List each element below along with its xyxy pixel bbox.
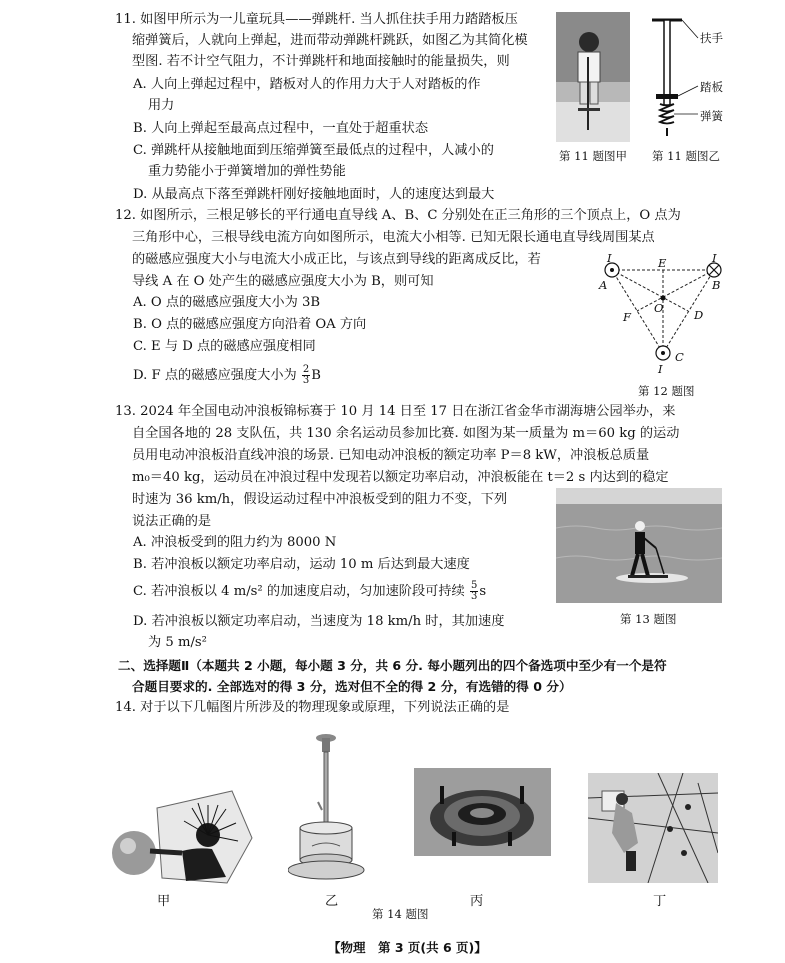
q14-fig-bing-gas-stove [414, 768, 551, 856]
q13-option-c [133, 581, 486, 602]
q12-option-d-fraction [302, 365, 310, 386]
q14-fig-ding-lineman-photo [588, 773, 718, 883]
q12-option-b: B. O 点的磁感应强度方向沿着 OA 方向 [133, 317, 367, 332]
q12-label-A: A [599, 278, 608, 292]
q12-option-c: C. E 与 D 点的磁感应强度相同 [133, 339, 316, 354]
q13-option-d-cont: 为 5 m/s² [148, 635, 207, 650]
q12-label-B: B [712, 278, 721, 292]
q12-label-I-a: I [607, 251, 612, 265]
q14-fig-jia-static-electricity [112, 783, 257, 886]
q12-label-O: O [654, 301, 664, 315]
q11-stem-line: 11. 如图甲所示为一儿童玩具——弹跳杆. 当人抓住扶手用力踏踏板压 [115, 12, 518, 27]
q13-caption: 第 13 题图 [620, 612, 677, 626]
fraction-numerator: 5 [470, 580, 478, 591]
q11-label-handle: 扶手 [700, 31, 723, 45]
q11-photo-child-pogo [556, 12, 630, 142]
q13-stem-line: 自全国各地的 28 支队伍，共 130 余名运动员参加比赛. 如图为某一质量为 m＝60 kg 的运动 [132, 426, 680, 441]
q14-fig-yi-apparatus [288, 728, 370, 888]
q11-fig-b-caption: 第 11 题图乙 [652, 149, 720, 163]
q12-option-d [133, 365, 321, 386]
q13-stem-line: m₀＝40 kg，运动员在冲浪过程中发现若以额定功率启动，冲浪板能在 t＝2 s 内达到的稳定 [132, 470, 669, 485]
q13-option-b: B. 若冲浪板以额定功率启动，运动 10 m 后达到最大速度 [133, 557, 470, 572]
q12-stem-line: 三角形中心，三根导线电流方向如图所示，电流大小相等. 已知无限长通电直导线周围某点 [132, 230, 655, 245]
q12-label-E: E [658, 256, 667, 270]
q13-option-c-text: C. 若冲浪板以 4 m/s² 的加速度启动，匀加速阶段可持续 [133, 584, 465, 599]
fraction-numerator: 2 [302, 364, 310, 375]
q12-label-F: F [623, 310, 631, 324]
q11-option-c-cont: 重力势能小于弹簧增加的弹性势能 [148, 164, 346, 179]
q11-option-c: C. 弹跳杆从接触地面到压缩弹簧至最低点的过程中，人减小的 [133, 143, 494, 158]
q12-stem-line: 导线 A 在 O 处产生的磁感应强度大小为 B，则可知 [132, 274, 434, 289]
q14-caption: 第 14 题图 [372, 907, 429, 921]
q12-label-C: C [675, 350, 684, 364]
q13-option-c-tail: s [479, 584, 487, 599]
q14-stem: 14. 对于以下几幅图片所涉及的物理现象或原理，下列说法正确的是 [115, 700, 510, 715]
q12-option-d-tail: B [311, 368, 321, 383]
q13-stem-line: 时速为 36 km/h，假设运动过程中冲浪板受到的阻力不变，下列 [132, 492, 508, 507]
q12-option-d-text: D. F 点的磁感应强度大小为 [133, 368, 297, 383]
page-footer: 【物理 第 3 页(共 6 页)】 [328, 940, 487, 955]
q12-option-a: A. O 点的磁感应强度大小为 3B [133, 295, 321, 310]
q13-photo-surfer [556, 488, 722, 603]
q11-fig-a-caption: 第 11 题图甲 [559, 149, 627, 163]
fraction-denominator: 3 [302, 375, 310, 386]
q12-label-I-c: I [658, 362, 663, 376]
q11-option-a-cont: 用力 [148, 98, 175, 113]
q13-stem-line: 13. 2024 年全国电动冲浪板锦标赛于 10 月 14 日至 17 日在浙江省金华市湖海塘公园举办，来 [115, 404, 676, 419]
q13-stem-line: 说法正确的是 [132, 514, 212, 529]
q13-stem-line: 员用电动冲浪板沿直线冲浪的场景. 已知电动冲浪板的额定功率 P＝8 kW，冲浪板总质量 [132, 448, 650, 463]
q11-label-spring: 弹簧 [700, 109, 723, 123]
q13-option-c-fraction [470, 581, 478, 602]
q11-stem-line: 缩弹簧后，人就向上弹起，进而带动弹跳杆跳跃，如图乙为其简化模 [132, 33, 528, 48]
section-2-line: 二、选择题Ⅱ（本题共 2 小题，每小题 3 分，共 6 分. 每小题列出的四个备选项中至少有一个是符 [118, 658, 667, 673]
q13-option-d: D. 若冲浪板以额定功率启动，当速度为 18 km/h 时，其加速度 [133, 614, 505, 629]
q11-option-d: D. 从最高点下落至弹跳杆刚好接触地面时，人的速度达到最大 [133, 187, 495, 202]
q12-stem-line: 12. 如图所示，三根足够长的平行通电直导线 A、B、C 分别处在正三角形的三个顶点上，O 点为 [115, 208, 681, 223]
q12-label-I-b: I [712, 251, 717, 265]
q12-stem-line: 的磁感应强度大小与电流大小成正比，与该点到导线的距离成反比，若 [132, 252, 541, 267]
q11-label-pedal: 踏板 [700, 80, 723, 94]
q11-stem-line: 型图. 若不计空气阻力，不计弹跳杆和地面接触时的能量损失，则 [132, 54, 510, 69]
fraction-denominator: 3 [470, 591, 478, 602]
q13-option-a: A. 冲浪板受到的阻力约为 8000 N [133, 535, 337, 550]
q14-label-yi: 乙 [325, 894, 339, 909]
q14-label-jia: 甲 [157, 894, 171, 909]
q11-option-a: A. 人向上弹起过程中，踏板对人的作用力大于人对踏板的作 [133, 77, 481, 92]
q14-label-ding: 丁 [653, 894, 667, 909]
q11-pogo-diagram [640, 12, 740, 142]
q14-label-bing: 丙 [470, 894, 484, 909]
q12-label-D: D [694, 308, 704, 322]
q12-caption: 第 12 题图 [638, 384, 695, 398]
section-2-line: 合题目要求的. 全部选对的得 3 分，选对但不全的得 2 分，有选错的得 0 分） [132, 679, 572, 694]
q11-option-b: B. 人向上弹起至最高点过程中，一直处于超重状态 [133, 121, 429, 136]
